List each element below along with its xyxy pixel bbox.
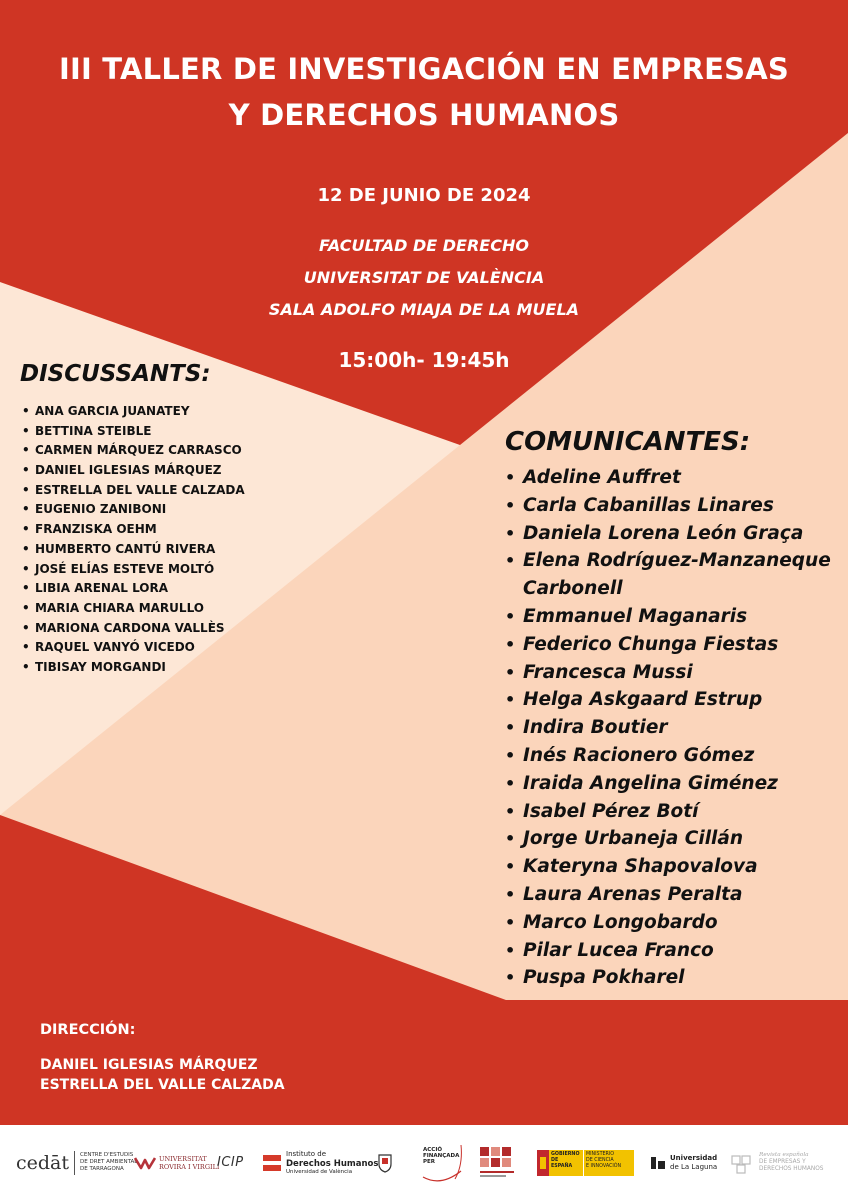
cedat-logo [16, 1125, 137, 1200]
laguna-logo [650, 1125, 717, 1200]
comunicante-item: • Carla Cabanillas Linares [505, 492, 835, 520]
venue-faculty: FACULTAD DE DERECHO [319, 236, 529, 255]
discussant-item: • DANIEL IGLESIAS MÁRQUEZ [22, 461, 245, 481]
revista-emblem-icon [730, 1152, 756, 1174]
comunicante-item: • Iraida Angelina Giménez [505, 770, 835, 798]
discussant-item: • RAQUEL VANYÓ VICEDO [22, 638, 245, 658]
title-line-2: Y DERECHOS HUMANOS [228, 98, 620, 132]
red-grid-logo [480, 1125, 516, 1200]
discussants-list [22, 402, 245, 678]
gobierno-logo [537, 1125, 634, 1200]
venue-room: SALA ADOLFO MIAJA DE LA MUELA [268, 300, 580, 319]
comunicante-item: • Federico Chunga Fiestas [505, 631, 835, 659]
revista-text: Revista española DE EMPRESAS Y DERECHOS HUMANOS [759, 1152, 824, 1172]
spain-coat-icon [537, 1150, 549, 1176]
comunicante-item: • Elena Rodríguez-Manzaneque Carbonell [505, 547, 835, 603]
idh-logo [263, 1125, 378, 1200]
comunicante-item: • Francesca Mussi [505, 659, 835, 687]
comunicante-item: • Indira Boutier [505, 714, 835, 742]
comunicante-item: • Pilar Lucea Franco [505, 937, 835, 965]
discussant-item: • FRANZISKA OEHM [22, 520, 245, 540]
direccion-heading: DIRECCIÓN: [40, 1022, 136, 1038]
event-date: 12 DE JUNIO DE 2024 [317, 185, 531, 206]
accio-text: ACCIÓ FINANÇADA PER [423, 1146, 460, 1166]
discussant-item: • TIBISAY MORGANDI [22, 658, 245, 678]
title-line-1: III TALLER DE INVESTIGACIÓN EN EMPRESAS [59, 52, 789, 86]
accio-logo [421, 1125, 463, 1200]
comunicante-item: • Laura Arenas Peralta [505, 881, 835, 909]
comunicante-item: • Daniela Lorena León Graça [505, 520, 835, 548]
comunicantes-heading: COMUNICANTES: [505, 427, 751, 457]
icip-logo [217, 1125, 244, 1200]
discussant-item: • ANA GARCIA JUANATEY [22, 402, 245, 422]
icip-wordmark: ICIP [217, 1155, 244, 1170]
direccion-names [40, 1055, 285, 1095]
discussant-item: • HUMBERTO CANTÚ RIVERA [22, 540, 245, 560]
discussant-item: • CARMEN MÁRQUEZ CARRASCO [22, 441, 245, 461]
comunicante-item: • Inés Racionero Gómez [505, 742, 835, 770]
discussant-item: • ESTRELLA DEL VALLE CALZADA [22, 481, 245, 501]
cedat-wordmark: cedāt [16, 1151, 70, 1174]
cedat-divider [74, 1151, 75, 1175]
discussant-item: • MARIA CHIARA MARULLO [22, 599, 245, 619]
event-time: 15:00h- 19:45h [338, 348, 510, 372]
accio-badge [421, 1141, 463, 1185]
discussant-item: • MARIONA CARDONA VALLÈS [22, 619, 245, 639]
laguna-text: Universidad de La Laguna [670, 1154, 718, 1171]
discussant-item: • BETTINA STEIBLE [22, 422, 245, 442]
cedat-text: CENTRE D'ESTUDIS DE DRET AMBIENTAL DE TARRAGONA [80, 1152, 138, 1172]
venue-university: UNIVERSITAT DE VALÈNCIA [303, 268, 545, 287]
comunicante-item: • Jorge Urbaneja Cillán [505, 825, 835, 853]
shield-emblem-icon [377, 1152, 393, 1174]
revista-logo [730, 1125, 823, 1200]
gobierno-left-text: GOBIERNO DE ESPAÑA [549, 1150, 583, 1176]
gobierno-block [537, 1150, 634, 1176]
direccion-name: DANIEL IGLESIAS MÁRQUEZ [40, 1057, 258, 1073]
red-grid-icon [480, 1147, 516, 1179]
sponsor-logo-bar [0, 1125, 848, 1200]
urv-text: UNIVERSITAT ROVIRA I VIRGILI [159, 1154, 220, 1171]
idh-emblem-icon [263, 1154, 281, 1172]
comunicante-item: • Kateryna Shapovalova [505, 853, 835, 881]
discussant-item: • EUGENIO ZANIBONI [22, 500, 245, 520]
direccion-name: ESTRELLA DEL VALLE CALZADA [40, 1077, 285, 1093]
comunicante-item: • Adeline Auffret [505, 464, 835, 492]
discussant-item: • LIBIA ARENAL LORA [22, 579, 245, 599]
comunicante-item: • Isabel Pérez Botí [505, 798, 835, 826]
idh-text: Instituto de Derechos Humanos Universidad de València [286, 1149, 379, 1175]
comunicante-item: • Marco Longobardo [505, 909, 835, 937]
comunicante-item: • Helga Askgaard Estrup [505, 686, 835, 714]
discussants-heading: DISCUSSANTS: [20, 361, 211, 387]
comunicante-item: • Emmanuel Maganaris [505, 603, 835, 631]
shield-logo [377, 1125, 393, 1200]
discussant-item: • JOSÉ ELÍAS ESTEVE MOLTÓ [22, 560, 245, 580]
comunicantes-list [505, 464, 835, 992]
gobierno-right-text: MINISTERIO DE CIENCIA E INNOVACIÓN [584, 1150, 634, 1176]
laguna-emblem-icon [650, 1156, 666, 1170]
comunicante-item: • Puspa Pokharel [505, 964, 835, 992]
urv-emblem-icon [134, 1155, 156, 1171]
urv-logo [134, 1125, 219, 1200]
